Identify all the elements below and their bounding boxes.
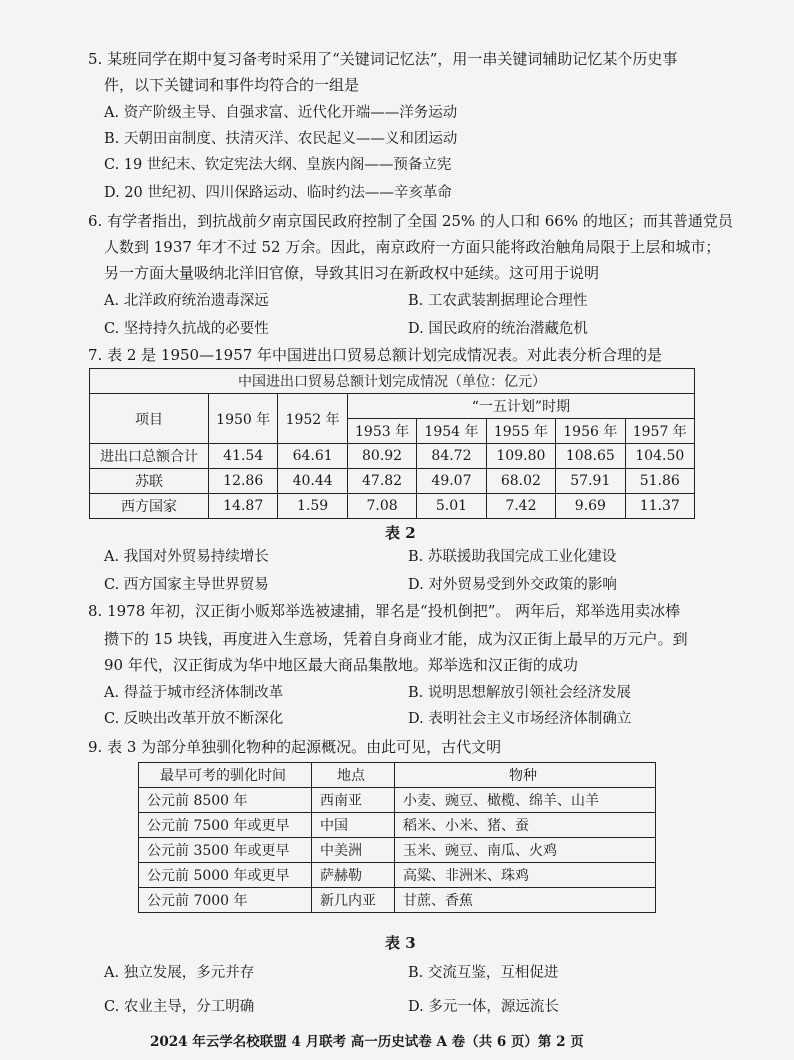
cell: 甘蔗、香蕉 (395, 888, 656, 913)
table2-caption: 表 2 (385, 524, 416, 542)
cell: 玉米、豌豆、南瓜、火鸡 (395, 838, 656, 863)
q9-option-d: D. 多元一体，源远流长 (408, 999, 559, 1015)
cell: 64.61 (278, 444, 347, 469)
q8-option-b: B. 说明思想解放引领社会经济发展 (408, 685, 631, 701)
cell: 47.82 (347, 469, 416, 494)
cell: 公元前 5000 年或更早 (139, 863, 312, 888)
cell: 中国 (312, 813, 395, 838)
domestication-row (139, 813, 656, 838)
cell: 108.65 (556, 444, 625, 469)
cell: 7.42 (486, 494, 555, 519)
cell: 40.44 (278, 469, 347, 494)
cell: 5.01 (417, 494, 486, 519)
q5-option-b: B. 天朝田亩制度、扶清灭洋、农民起义——义和团运动 (104, 131, 458, 147)
cell: 公元前 7500 年或更早 (139, 813, 312, 838)
q7-stem: 7. 表 2 是 1950—1957 年中国进出口贸易总额计划完成情况表。对此表分析合理的是 (88, 346, 663, 364)
q5-option-d: D. 20 世纪初、四川保路运动、临时约法——辛亥革命 (104, 185, 452, 201)
q6-stem-line1: 6. 有学者指出，到抗战前夕南京国民政府控制了全国 25% 的人口和 66% 的地区；而其普通党员 (88, 212, 733, 230)
trade-table-year: 1957 年 (625, 419, 694, 444)
q8-option-c: C. 反映出改革开放不断深化 (104, 711, 284, 727)
cell: 109.80 (486, 444, 555, 469)
q9-stem: 9. 表 3 为部分单独驯化物种的起源概况。由此可见，古代文明 (88, 738, 502, 756)
q9-option-a: A. 独立发展，多元并存 (104, 965, 255, 981)
cell: 12.86 (209, 469, 278, 494)
trade-table-row (90, 494, 695, 519)
q7-option-a: A. 我国对外贸易持续增长 (104, 549, 269, 565)
cell: 萨赫勒 (312, 863, 395, 888)
cell: 51.86 (625, 469, 694, 494)
cell: 14.87 (209, 494, 278, 519)
trade-table-row (90, 444, 695, 469)
cell: 小麦、豌豆、橄榄、绵羊、山羊 (395, 788, 656, 813)
q8-option-d: D. 表明社会主义市场经济体制确立 (408, 711, 632, 727)
domestication-row (139, 838, 656, 863)
cell: 新几内亚 (312, 888, 395, 913)
domestication-header: 最早可考的驯化时间 (139, 763, 312, 788)
domestication-row (139, 788, 656, 813)
cell: 公元前 7000 年 (139, 888, 312, 913)
row-label: 西方国家 (90, 494, 209, 519)
row-label: 苏联 (90, 469, 209, 494)
cell: 11.37 (625, 494, 694, 519)
cell: 公元前 8500 年 (139, 788, 312, 813)
cell: 中美洲 (312, 838, 395, 863)
page-footer: 2024 年云学名校联盟 4 月联考 高一历史试卷 A 卷（共 6 页）第 2 页 (150, 1034, 584, 1050)
q8-stem-line1: 8. 1978 年初，汉正街小贩郑举选被逮捕，罪名是“投机倒把”。 两年后，郑举选用卖冰棒 (88, 602, 681, 620)
q5-option-c: C. 19 世纪末、钦定宪法大纲、皇族内阁——预备立宪 (104, 157, 452, 173)
table3-caption: 表 3 (385, 934, 416, 952)
cell: 7.08 (347, 494, 416, 519)
cell: 41.54 (209, 444, 278, 469)
q6-stem-line2: 人数到 1937 年才不过 52 万余。因此，南京政府一方面只能将政治触角局限于上层和城市； (104, 238, 721, 256)
q9-option-c: C. 农业主导，分工明确 (104, 999, 255, 1015)
q8-stem-line3: 90 年代，汉正街成为华中地区最大商品集散地。郑举选和汉正街的成功 (104, 656, 578, 674)
cell: 80.92 (347, 444, 416, 469)
cell: 104.50 (625, 444, 694, 469)
q5-option-a: A. 资产阶级主导、自强求富、近代化开端——洋务运动 (104, 105, 458, 121)
q7-option-c: C. 西方国家主导世界贸易 (104, 577, 269, 593)
trade-table-header-item: 项目 (90, 394, 209, 444)
cell: 84.72 (417, 444, 486, 469)
q6-option-d: D. 国民政府的统治潜藏危机 (408, 321, 588, 337)
trade-table-year: 1953 年 (347, 419, 416, 444)
domestication-row (139, 888, 656, 913)
q6-option-a: A. 北洋政府统治遗毒深远 (104, 293, 269, 309)
q7-option-d: D. 对外贸易受到外交政策的影响 (408, 577, 617, 593)
trade-table-year: 1954 年 (417, 419, 486, 444)
trade-table (89, 368, 695, 519)
q6-stem-line3: 另一方面大量吸纳北洋旧官僚，导致其旧习在新政权中延续。这可用于说明 (104, 264, 600, 282)
domestication-header: 物种 (395, 763, 656, 788)
trade-table-title: 中国进出口贸易总额计划完成情况（单位：亿元） (90, 369, 695, 394)
trade-table-header-plan: “一五计划”时期 (347, 394, 694, 419)
trade-table-header-1952: 1952 年 (278, 394, 347, 444)
q7-option-b: B. 苏联援助我国完成工业化建设 (408, 549, 617, 565)
q8-option-a: A. 得益于城市经济体制改革 (104, 685, 284, 701)
q8-stem-line2: 攒下的 15 块钱，再度进入生意场，凭着自身商业才能，成为汉正街上最早的万元户。到 (104, 630, 688, 648)
domestication-header: 地点 (312, 763, 395, 788)
cell: 1.59 (278, 494, 347, 519)
domestication-table (138, 762, 656, 913)
q6-option-b: B. 工农武装割据理论合理性 (408, 293, 588, 309)
cell: 西南亚 (312, 788, 395, 813)
trade-table-year: 1956 年 (556, 419, 625, 444)
trade-table-header-1950: 1950 年 (209, 394, 278, 444)
trade-table-year: 1955 年 (486, 419, 555, 444)
cell: 高粱、非洲米、珠鸡 (395, 863, 656, 888)
q9-option-b: B. 交流互鉴，互相促进 (408, 965, 559, 981)
q6-option-c: C. 坚持持久抗战的必要性 (104, 321, 269, 337)
cell: 49.07 (417, 469, 486, 494)
cell: 57.91 (556, 469, 625, 494)
cell: 9.69 (556, 494, 625, 519)
trade-table-row (90, 469, 695, 494)
q5-stem-line2: 件，以下关键词和事件均符合的一组是 (104, 76, 360, 94)
cell: 公元前 3500 年或更早 (139, 838, 312, 863)
row-label: 进出口总额合计 (90, 444, 209, 469)
cell: 68.02 (486, 469, 555, 494)
cell: 稻米、小米、猪、蚕 (395, 813, 656, 838)
domestication-row (139, 863, 656, 888)
q5-stem-line1: 5. 某班同学在期中复习备考时采用了“关键词记忆法”，用一串关键词辅助记忆某个历史事 (88, 50, 678, 68)
